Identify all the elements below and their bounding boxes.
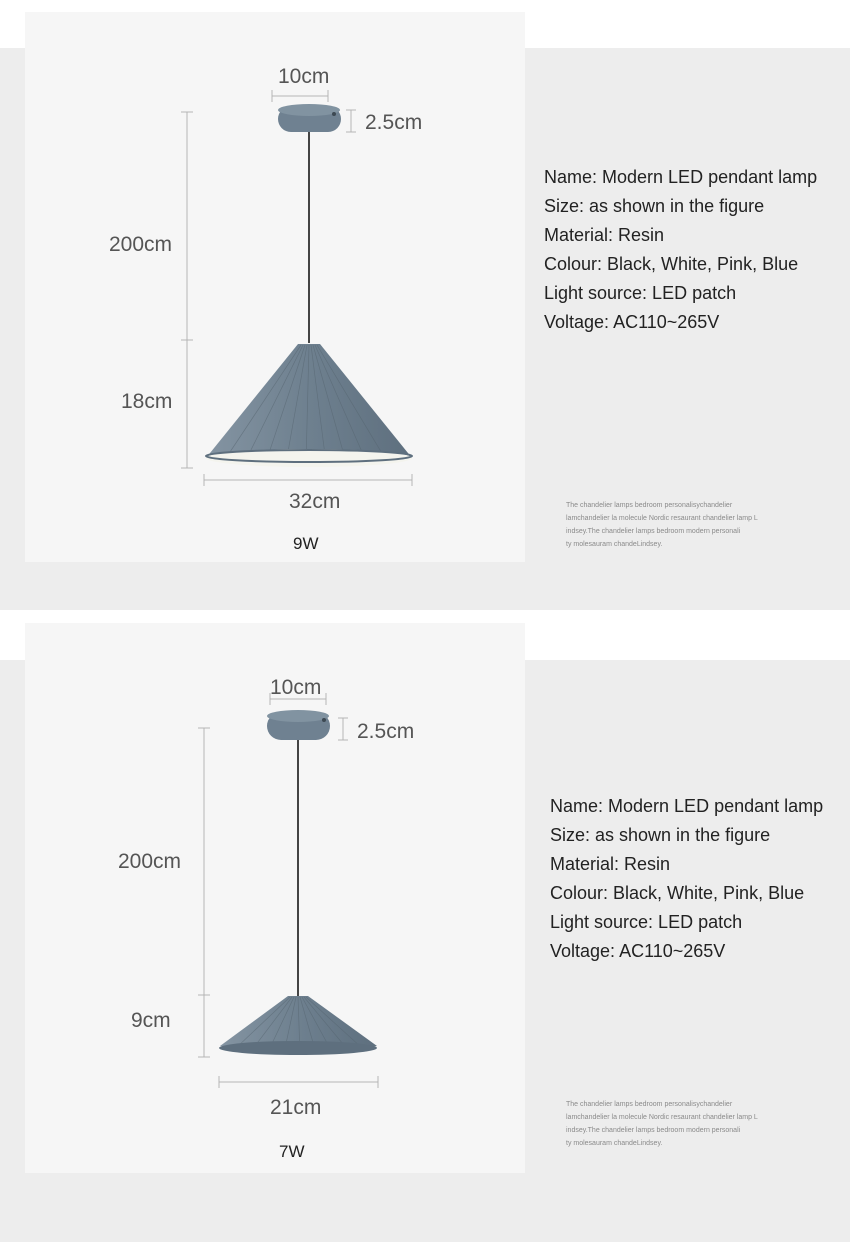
shade-width-dimension bbox=[219, 1076, 378, 1088]
spec-size: Size: as shown in the figure bbox=[550, 825, 771, 845]
shade-width-dimension bbox=[204, 474, 412, 486]
spec-voltage: Voltage: AC110~265V bbox=[550, 941, 726, 961]
canopy-height-dimension bbox=[346, 110, 356, 132]
canopy-width-dimension bbox=[272, 90, 328, 102]
shade-height-label: 18cm bbox=[121, 390, 173, 413]
fine-print-line: indsey.The chandelier lamps bedroom modern personali bbox=[566, 1127, 741, 1134]
canopy-height-label: 2.5cm bbox=[365, 111, 423, 134]
wattage-label: 9W bbox=[293, 534, 319, 553]
shade-width-label: 21cm bbox=[270, 1096, 322, 1119]
fine-print-line: The chandelier lamps bedroom personalisychandelier bbox=[566, 502, 733, 509]
spec-light-source: Light source: LED patch bbox=[550, 912, 743, 932]
lamp-shade bbox=[206, 344, 412, 467]
canopy-width-label: 10cm bbox=[270, 676, 322, 699]
cable-length-label: 200cm bbox=[118, 850, 182, 873]
fine-print bbox=[566, 1098, 826, 1150]
cable-length-label: 200cm bbox=[109, 233, 173, 256]
fine-print-line: lamchandelier la molecule Nordic resaurant chandelier lamp L bbox=[566, 1114, 758, 1121]
spec-list bbox=[550, 792, 823, 966]
cable-length-dimension bbox=[181, 112, 193, 340]
lamp-shade bbox=[219, 996, 377, 1055]
wattage-label: 7W bbox=[279, 1142, 305, 1161]
fine-print-line: The chandelier lamps bedroom personalisychandelier bbox=[566, 1101, 733, 1108]
canopy-height-dimension bbox=[338, 718, 348, 740]
canopy-width-label: 10cm bbox=[278, 65, 330, 88]
lamp-canopy bbox=[267, 710, 330, 740]
spec-colour: Colour: Black, White, Pink, Blue bbox=[544, 254, 799, 274]
shade-height-dimension bbox=[181, 340, 193, 468]
spec-size: Size: as shown in the figure bbox=[544, 196, 765, 216]
canopy-height-label: 2.5cm bbox=[357, 720, 415, 743]
spec-material: Material: Resin bbox=[550, 854, 671, 874]
fine-print-line: ty molesauram chandeLindsey. bbox=[566, 541, 663, 548]
fine-print-line: lamchandelier la molecule Nordic resaurant chandelier lamp L bbox=[566, 515, 758, 522]
lamp-canopy bbox=[278, 104, 341, 132]
spec-list bbox=[544, 163, 817, 337]
spec-name: Name: Modern LED pendant lamp bbox=[544, 167, 818, 187]
shade-height-label: 9cm bbox=[131, 1009, 171, 1032]
shade-width-label: 32cm bbox=[289, 490, 341, 513]
spec-name: Name: Modern LED pendant lamp bbox=[550, 796, 824, 816]
fine-print bbox=[566, 499, 826, 551]
spec-material: Material: Resin bbox=[544, 225, 665, 245]
spec-voltage: Voltage: AC110~265V bbox=[544, 312, 720, 332]
spec-colour: Colour: Black, White, Pink, Blue bbox=[550, 883, 805, 903]
fine-print-line: indsey.The chandelier lamps bedroom modern personali bbox=[566, 528, 741, 535]
fine-print-line: ty molesauram chandeLindsey. bbox=[566, 1140, 663, 1147]
cable-length-dimension bbox=[198, 728, 210, 995]
spec-light-source: Light source: LED patch bbox=[544, 283, 737, 303]
shade-height-dimension bbox=[198, 995, 210, 1057]
